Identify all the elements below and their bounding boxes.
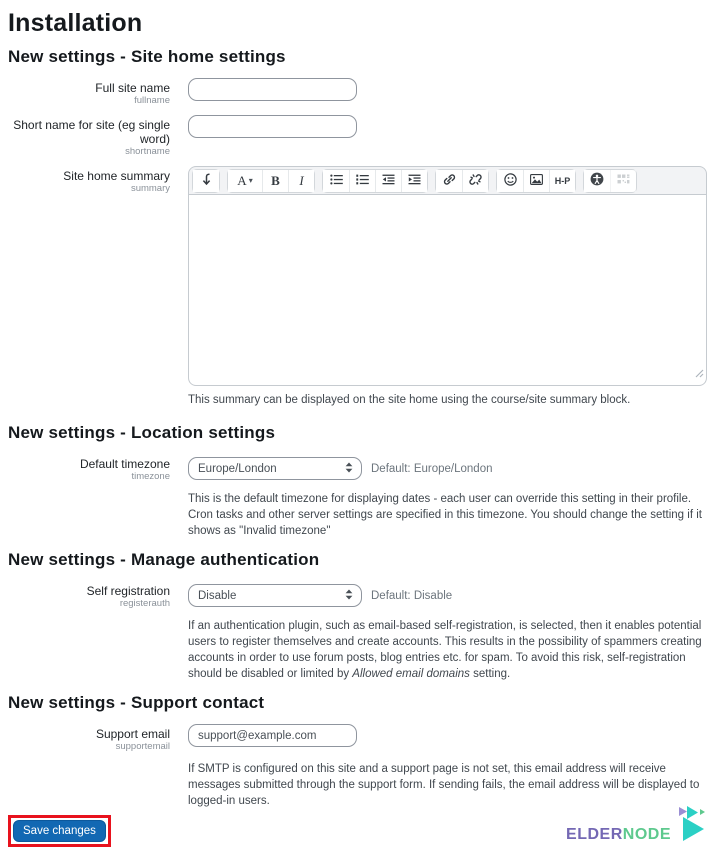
shortname-label-block [8, 115, 188, 158]
collapse-toolbar-button[interactable] [193, 170, 219, 192]
italic-button[interactable]: I [288, 170, 314, 192]
collapse-icon [201, 173, 212, 189]
summary-editor [188, 166, 707, 386]
section-heading-support: New settings - Support contact [8, 693, 265, 712]
unlink-button[interactable] [462, 170, 488, 192]
registerauth-label: Self registration [86, 584, 170, 598]
registerauth-selected-option: Disable [198, 589, 237, 602]
timezone-help-text: This is the default timezone for displaying dates - each user can override this setting in their profile. Cron tasks and other server settings are specified in this timezone. You should change the setting if it shows as "Invalid timezone" [188, 493, 702, 537]
form-row-summary [8, 166, 707, 386]
bold-button[interactable]: B [262, 170, 288, 192]
editor-toolbar [188, 166, 707, 194]
form-row-supportemail [8, 724, 707, 753]
select-arrows-icon [345, 589, 353, 603]
logo-triangles-icon [667, 806, 705, 847]
fullname-label-block [8, 78, 188, 107]
form-row-fullname [8, 78, 707, 107]
summary-help-text: This summary can be displayed on the site home using the course/site summary block. [188, 394, 631, 406]
image-icon [530, 173, 543, 188]
timezone-label: Default timezone [79, 457, 170, 471]
fullname-label: Full site name [95, 81, 170, 95]
summary-editor-textarea[interactable] [188, 194, 707, 386]
supportemail-help-text: If SMTP is configured on this site and a support page is not set, this email address will receive messages submitted through the support form. If sending fails, the email address will be displayed to logged-in users. [188, 763, 700, 807]
form-row-registerauth [8, 581, 707, 610]
h5p-label: H-P [554, 175, 571, 186]
registerauth-help-emphasis: Allowed email domains [352, 668, 470, 680]
ordered-list-button[interactable] [349, 170, 375, 192]
fullname-input[interactable] [188, 78, 357, 101]
accessibility-icon [590, 172, 604, 189]
outdent-button[interactable] [375, 170, 401, 192]
timezone-setting-name: timezone [131, 471, 170, 482]
supportemail-setting-name: supportemail [115, 741, 170, 752]
emoji-button[interactable] [497, 170, 523, 192]
h5p-button[interactable] [549, 170, 575, 192]
shortname-setting-name: shortname [125, 146, 170, 157]
ordered-list-icon [356, 173, 369, 188]
shortname-label: Short name for site (eg single word) [13, 118, 170, 146]
timezone-selected-option: Europe/London [198, 462, 277, 475]
chevron-down-icon: ▾ [248, 176, 253, 185]
footer [8, 815, 707, 847]
emoji-icon [504, 173, 517, 189]
summary-label-block [8, 166, 188, 386]
accessibility-checker-button[interactable] [584, 170, 610, 192]
font-styles-button[interactable]: A ▾ [228, 170, 262, 192]
select-arrows-icon [345, 462, 353, 476]
registerauth-label-block [8, 581, 188, 610]
link-button[interactable] [436, 170, 462, 192]
logo-text-elder: elder [566, 818, 623, 844]
unlink-icon [469, 173, 482, 189]
page-title: Installation [8, 9, 143, 37]
screenreader-helper-button[interactable] [610, 170, 636, 192]
section-heading-authentication: New settings - Manage authentication [8, 550, 320, 569]
timezone-label-block [8, 454, 188, 483]
registerauth-help-after: setting. [469, 668, 511, 680]
supportemail-label: Support email [95, 727, 170, 741]
form-row-timezone [8, 454, 707, 483]
indent-button[interactable] [401, 170, 427, 192]
registerauth-default-text: Default: Disable [371, 589, 453, 602]
form-row-shortname [8, 115, 707, 158]
registerauth-select[interactable] [188, 584, 362, 607]
link-icon [443, 173, 456, 189]
supportemail-input[interactable] [188, 724, 357, 747]
summary-label: Site home summary [63, 169, 170, 183]
fullname-setting-name: fullname [134, 95, 170, 106]
eldernode-logo [566, 816, 707, 847]
outdent-icon [382, 173, 395, 188]
save-changes-button[interactable]: Save changes [13, 820, 106, 842]
save-button-annotation-box [8, 815, 111, 847]
insert-image-button[interactable] [523, 170, 549, 192]
registerauth-help-before: If an authentication plugin, such as email-based self-registration, is selected, then it enables potential users to register themselves and create accounts. This results in the possibility of spammers creating accounts in order to use forum posts, blog entries etc. for spam. To avoid this risk, self-registration should be disabled or limited by [188, 620, 702, 680]
supportemail-label-block [8, 724, 188, 753]
registerauth-setting-name: registerauth [119, 598, 170, 609]
unordered-list-button[interactable] [323, 170, 349, 192]
indent-icon [408, 173, 421, 188]
shortname-input[interactable] [188, 115, 357, 138]
logo-text-node: node [622, 818, 671, 844]
timezone-default-text: Default: Europe/London [371, 462, 493, 475]
summary-setting-name: summary [130, 183, 170, 194]
section-heading-site-home: New settings - Site home settings [8, 47, 286, 66]
section-heading-location: New settings - Location settings [8, 423, 276, 442]
screenreader-helper-icon [617, 173, 630, 188]
timezone-select[interactable] [188, 457, 362, 480]
registerauth-help-text [188, 618, 707, 682]
unordered-list-icon [330, 173, 343, 188]
resize-handle-icon[interactable] [693, 365, 704, 383]
